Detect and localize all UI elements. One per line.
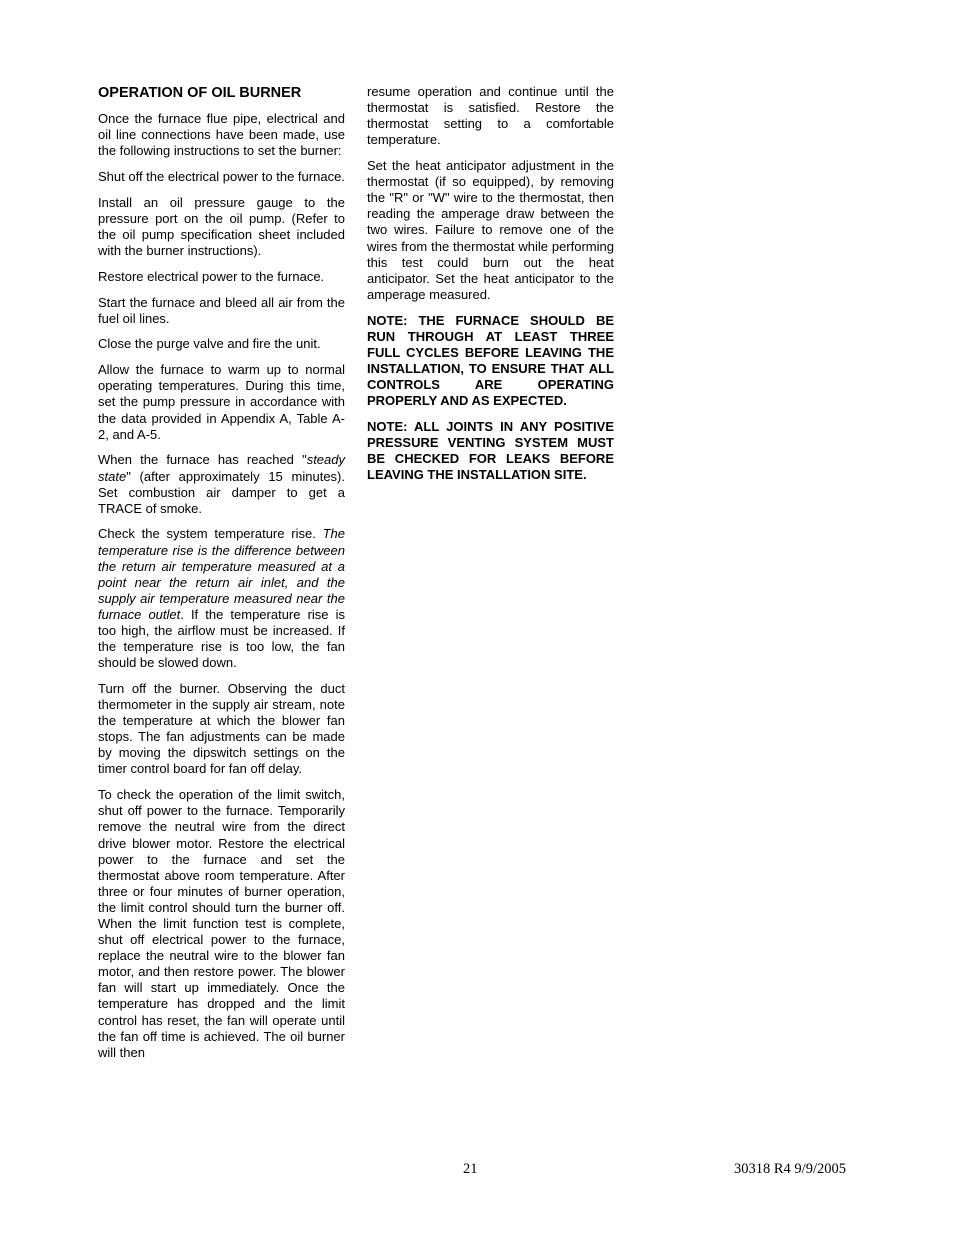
document-revision-id: 30318 R4 9/9/2005	[734, 1161, 846, 1177]
left-column	[98, 84, 345, 1071]
italic-run: The temperature rise is the difference between the return air temperature measured at a point near the return air inlet, and the supply air temperature measured near the furnace outlet	[98, 526, 345, 622]
paragraph-bleed-air: Start the furnace and bleed all air from the fuel oil lines.	[98, 294, 345, 326]
paragraph-resume-operation: resume operation and continue until the thermostat is satisfied. Restore the thermostat setting to a comfortable temperature.	[367, 84, 614, 148]
note-venting-joints: NOTE: ALL JOINTS IN ANY POSITIVE PRESSURE VENTING SYSTEM MUST BE CHECKED FOR LEAKS BEFORE LEAVING THE INSTALLATION SITE.	[367, 418, 614, 483]
paragraph-burner-off: Turn off the burner. Observing the duct thermometer in the supply air stream, note the temperature at which the blower fan stops. The fan adjustments can be made by moving the dipswitch settings on the timer control board for fan off delay.	[98, 681, 345, 777]
paragraph-shut-off-power: Shut off the electrical power to the furnace.	[98, 168, 345, 184]
note-full-cycles: NOTE: THE FURNACE SHOULD BE RUN THROUGH AT LEAST THREE FULL CYCLES BEFORE LEAVING THE INSTALLATION, TO ENSURE THAT ALL CONTROLS ARE OPERATING PROPERLY AND AS EXPECTED.	[367, 312, 614, 409]
text-run: . If the temperature rise is too high, the airflow must be increased. If the temperature rise is too low, the fan should be slowed down.	[98, 606, 345, 671]
text-run: " (after approximately 15 minutes). Set combustion air damper to get a TRACE of smoke.	[98, 468, 345, 516]
paragraph-restore-power: Restore electrical power to the furnace.	[98, 268, 325, 284]
paragraph-purge-valve: Close the purge valve and fire the unit.	[98, 336, 321, 352]
italic-run: steady state	[98, 452, 345, 484]
paragraph-install-gauge: Install an oil pressure gauge to the pressure port on the oil pump. (Refer to the oil pump specification sheet included with the burner instructions).	[98, 194, 345, 259]
paragraph-warm-up: Allow the furnace to warm up to normal operating temperatures. During this time, set the pump pressure in accordance with the data provided in Appendix A, Table A-2, and A-5.	[98, 362, 345, 442]
section-heading: OPERATION OF OIL BURNER	[98, 85, 302, 101]
paragraph-limit-switch: To check the operation of the limit switch, shut off power to the furnace. Temporarily remove the neutral wire from the direct drive blower motor. Restore the electrical power to the furnace and set the thermostat above room temperature. After three or four minutes of burner operation, the limit control should turn the burner off. When the limit function test is complete, shut off electrical power to the furnace, replace the neutral wire to the blower fan motor, and then restore power. The blower fan will start up immediately. Once the temperature has dropped and the limit control has reset, the fan will operate until the fan off time is achieved. The oil burner will then	[98, 787, 345, 1060]
text-run: Check the system temperature rise.	[98, 526, 323, 542]
page-number: 21	[463, 1161, 478, 1177]
text-run: When the furnace has reached "	[98, 452, 307, 468]
paragraph-steady-state	[98, 452, 345, 516]
paragraph-temperature-rise	[98, 526, 345, 671]
right-column	[367, 84, 614, 493]
paragraph-heat-anticipator: Set the heat anticipator adjustment in the thermostat (if so equipped), by removing the "R" or "W" wire to the thermostat, then reading the amperage draw between the two wires. Failure to remove one of the wires from the thermostat while performing this test could burn out the heat anticipator. Set the heat anticipator to the amperage measured.	[367, 158, 614, 302]
paragraph-intro: Once the furnace flue pipe, electrical and oil line connections have been made, use the following instructions to set the burner:	[98, 111, 345, 159]
